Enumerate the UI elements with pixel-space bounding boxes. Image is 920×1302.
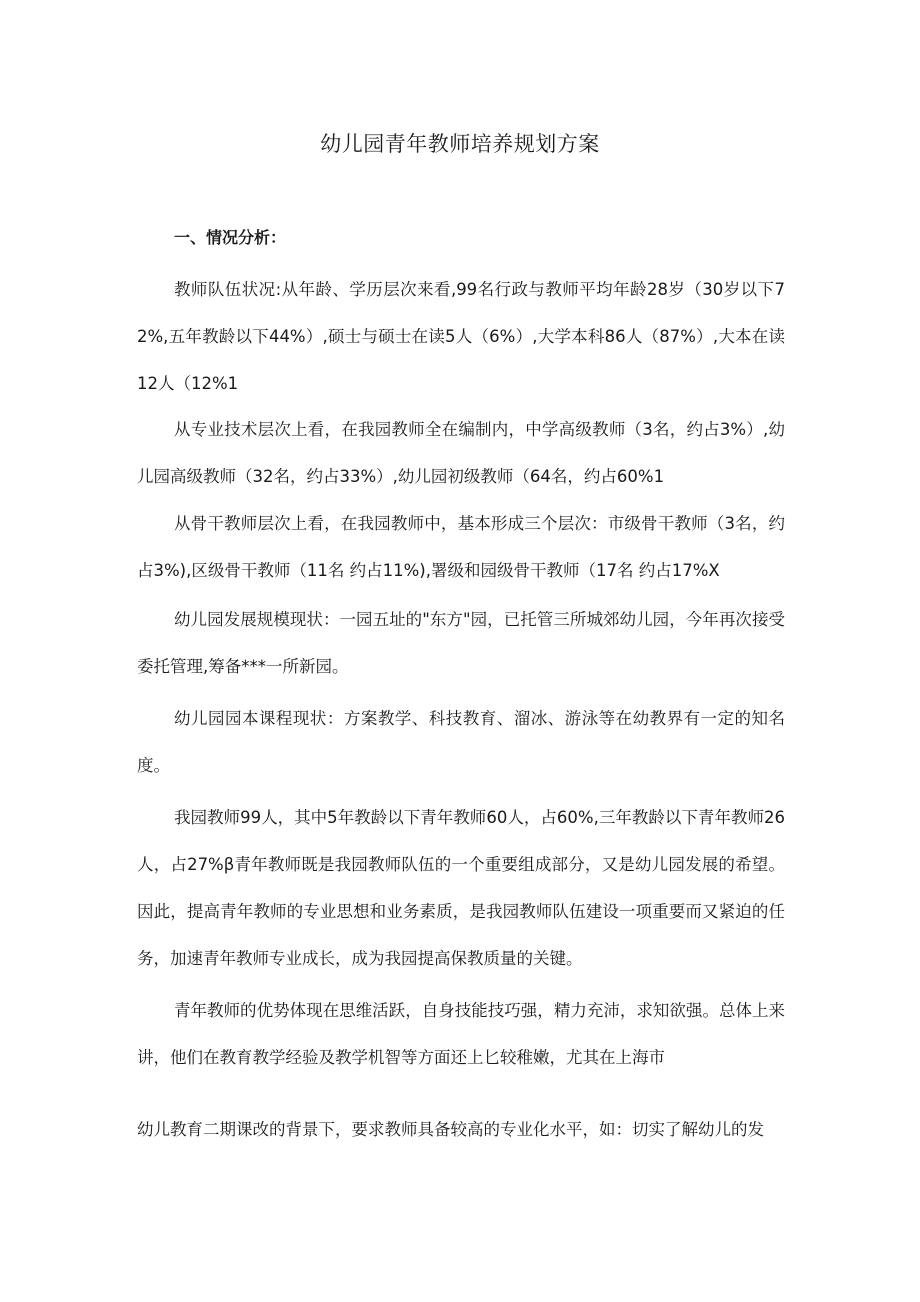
paragraph-young-teachers: 我园教师99人，其中5年教龄以下青年教师60人，占60%,三年教龄以下青年教师26人，占27%β青年教师既是我园教师队伍的一个重要组成部分，又是幼儿园发展的希望。因此，提高青年教师的专业思想和业务素质，是我园教师队伍建设一项重要而又紧迫的任务，加速青年教师专业成长，成为我园提高保教质量的关键。 (137, 808, 785, 968)
document-title: 幼儿园青年教师培养规划方案 (320, 132, 600, 156)
paragraph-curriculum-status: 幼儿园园本课程现状：方案教学、科技教育、溜冰、游泳等在幼教界有一定的知名度。 (137, 709, 785, 775)
paragraph-professional-level: 从专业技术层次上看，在我园教师全在编制内，中学高级教师（3名，约占3%）,幼儿园高级教师（32名，约占33%）,幼儿园初级教师（64名，约占60%1 (137, 420, 785, 486)
paragraph-teacher-team-status: 教师队伍状况:从年龄、学历层次来看,99名行政与教师平均年龄28岁（30岁以下72%,五年教龄以下44%）,硕士与硕士在读5人（6%）,大学本科86人（87%）,大本在读12人（12%1 (137, 280, 785, 393)
paragraph-young-teacher-strengths: 青年教师的优势体现在思维活跃，自身技能技巧强，精力充沛，求知欲强。总体上来讲，他们在教育教学经验及教学机智等方面还上匕较稚嫩，尤其在上海市 (137, 1001, 785, 1067)
paragraph-backbone-teachers: 从骨干教师层次上看，在我园教师中，基本形成三个层次：市级骨干教师（3名，约占3%),区级骨干教师（11名 约占11%),署级和园级骨干教师（17名 约占17%X (137, 514, 785, 580)
paragraph-development-scale: 幼儿园发展规模现状：一园五址的"东方"园，已托管三所城郊幼儿园，今年再次接受委托管理,筹备***一所新园。 (137, 610, 785, 676)
section-heading-situation-analysis: 一、情况分析： (174, 228, 287, 247)
paragraph-curriculum-reform: 幼儿教育二期课改的背景下，要求教师具备较高的专业化水平，如：切实了解幼儿的发 (137, 1120, 764, 1139)
